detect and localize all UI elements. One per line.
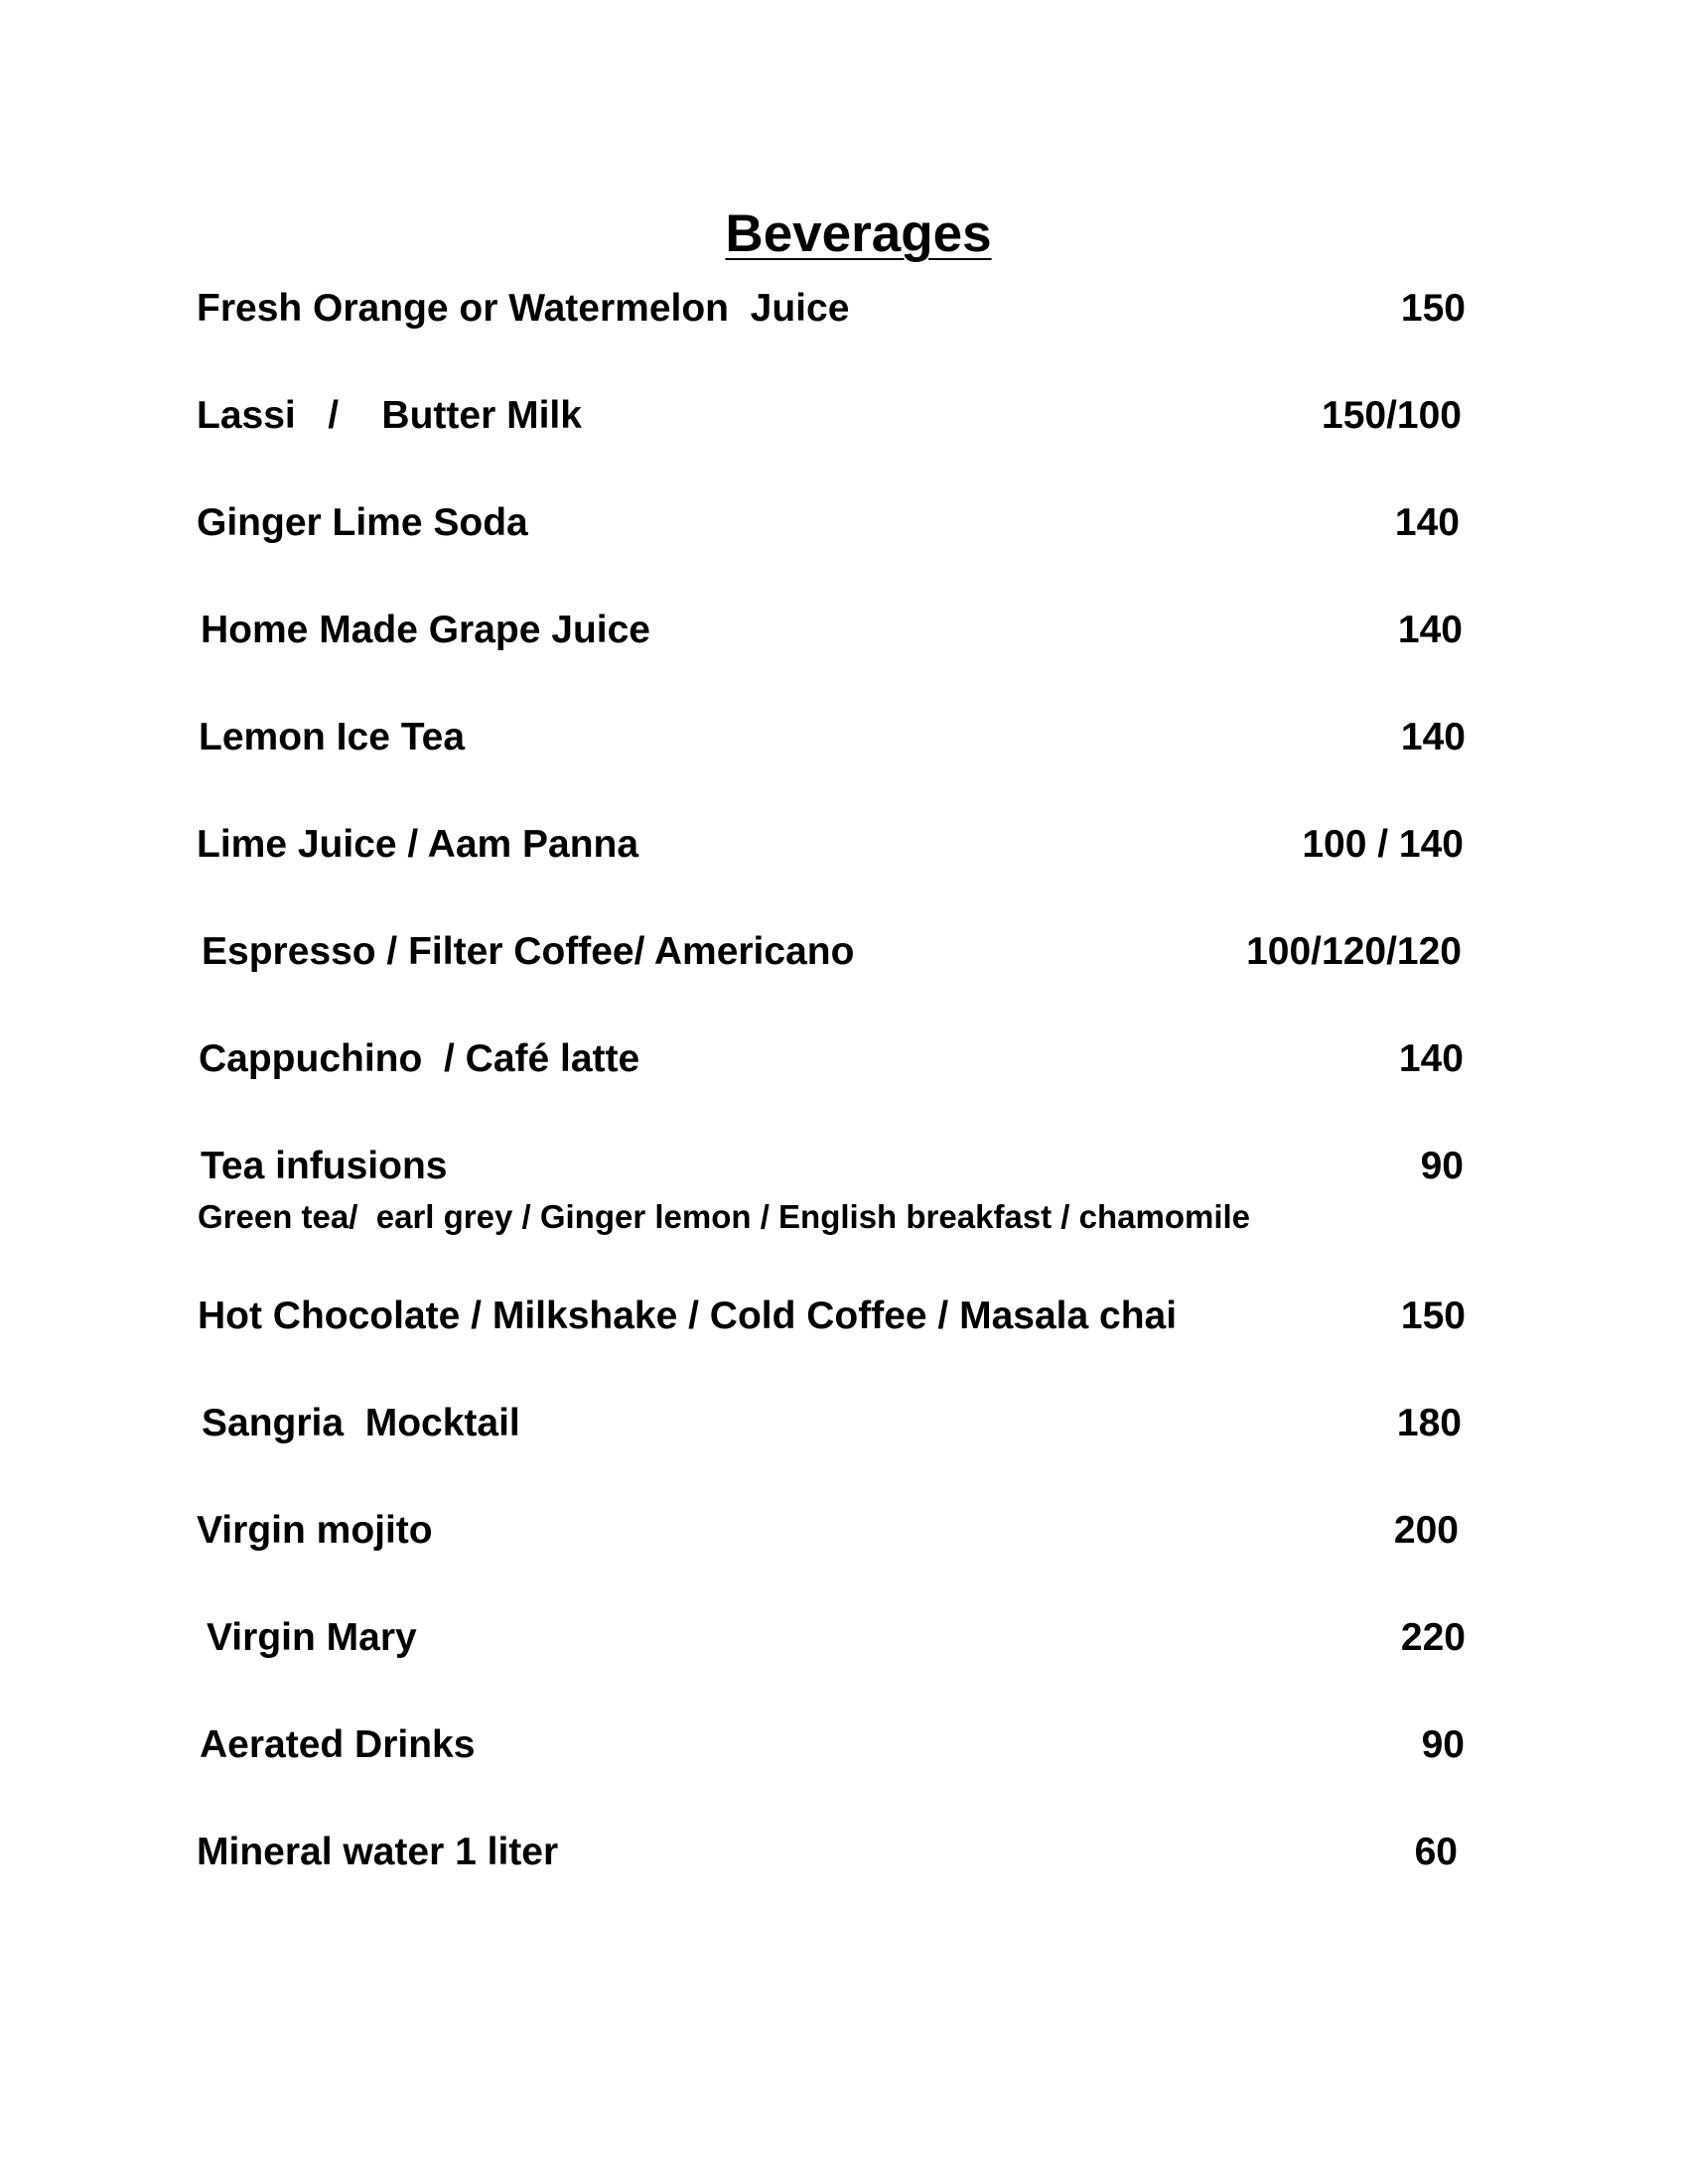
menu-item-name: Espresso / Filter Coffee/ Americano xyxy=(202,930,855,973)
menu-item-price: 140 xyxy=(1394,501,1460,544)
menu-item-price: 90 xyxy=(1420,1145,1464,1187)
menu-item-name: Mineral water 1 liter xyxy=(197,1831,559,1873)
menu-item-name: Cappuchino / Café latte xyxy=(199,1037,640,1080)
menu-item-name: Aerated Drinks xyxy=(200,1723,476,1766)
menu-item-name: Virgin Mary xyxy=(207,1616,417,1659)
menu-item-price: 140 xyxy=(1400,716,1466,758)
menu-item-price: 100/120/120 xyxy=(1246,930,1462,973)
menu-item-price: 180 xyxy=(1396,1402,1462,1444)
menu-item-price: 150 xyxy=(1400,1295,1466,1337)
menu-title-text: Beverages xyxy=(725,205,992,263)
menu-item-price: 100 / 140 xyxy=(1302,823,1464,866)
menu-item-price: 150/100 xyxy=(1322,394,1462,437)
menu-item-name: Fresh Orange or Watermelon Juice xyxy=(197,287,850,330)
menu-item-price: 60 xyxy=(1414,1831,1458,1873)
menu-item-name: Home Made Grape Juice xyxy=(201,609,650,651)
menu-title xyxy=(0,203,1688,266)
menu-item-price: 220 xyxy=(1400,1616,1466,1659)
menu-item-name: Lime Juice / Aam Panna xyxy=(197,823,639,866)
menu-item-name: Ginger Lime Soda xyxy=(197,501,528,544)
menu-item-price: 140 xyxy=(1397,609,1463,651)
menu-item-name: Hot Chocolate / Milkshake / Cold Coffee / Masala chai xyxy=(198,1295,1178,1337)
menu-item-name: Sangria Mocktail xyxy=(202,1402,520,1444)
menu-item-price: 200 xyxy=(1393,1509,1459,1552)
menu-item-price: 140 xyxy=(1398,1037,1464,1080)
menu-item-name: Tea infusions xyxy=(201,1145,448,1187)
menu-item-name: Lemon Ice Tea xyxy=(199,716,466,758)
menu-item-price: 150 xyxy=(1400,287,1466,330)
menu-item-price: 90 xyxy=(1421,1723,1465,1766)
menu-item-note: Green tea/ earl grey / Ginger lemon / English breakfast / chamomile xyxy=(198,1198,1251,1235)
menu-item-name: Lassi / Butter Milk xyxy=(197,394,582,437)
menu-item-name: Virgin mojito xyxy=(197,1509,433,1552)
